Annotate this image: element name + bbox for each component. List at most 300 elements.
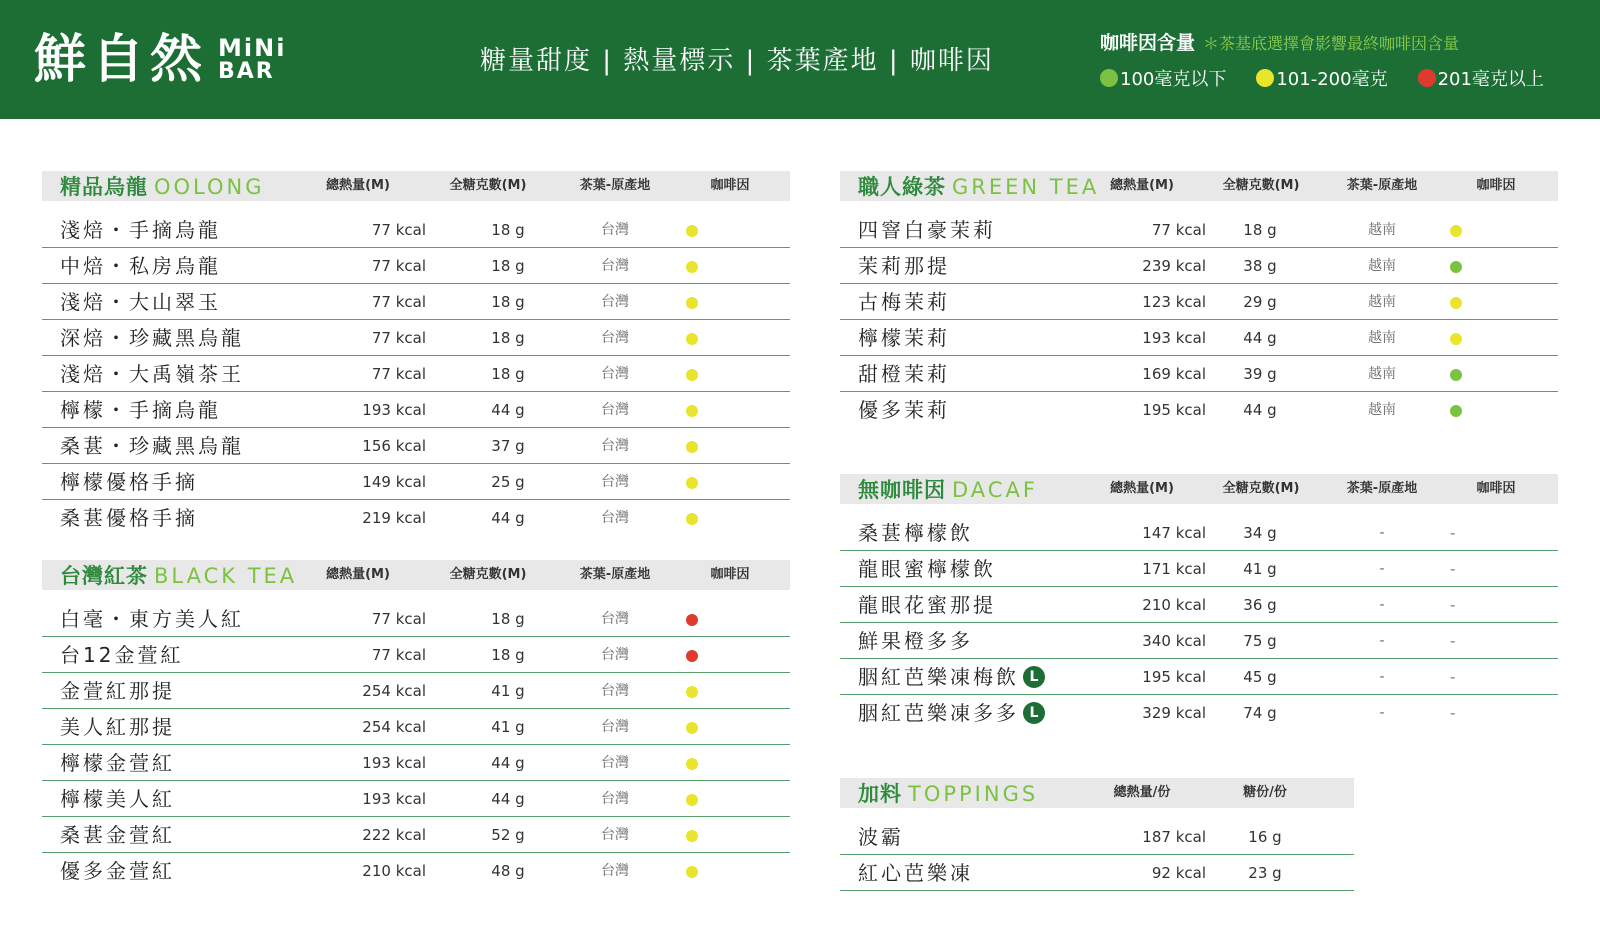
origin-value: -	[1379, 669, 1385, 685]
table-row	[840, 356, 1558, 392]
caffeine-indicator	[1450, 551, 1542, 578]
drink-name	[858, 248, 950, 284]
origin-value: 台灣	[601, 330, 629, 346]
section-oolong	[42, 171, 790, 536]
drink-name-text: 古梅茉莉	[858, 290, 950, 314]
column-header: 總熱量(M)	[1110, 178, 1174, 193]
sugar-value: 16 g	[1248, 828, 1282, 846]
calories-value: 219 kcal	[362, 509, 426, 527]
column-header: 咖啡因	[710, 567, 750, 582]
drink-name	[60, 464, 198, 500]
logo-mini: MiNi	[218, 34, 287, 62]
table-row	[42, 853, 790, 889]
calories-value: 77 kcal	[371, 257, 426, 275]
calories-value: 77 kcal	[371, 221, 426, 239]
section-header	[42, 171, 790, 201]
caffeine-dot-icon	[1450, 261, 1462, 273]
caffeine-indicator	[1450, 392, 1542, 404]
column-header: 全糖克數(M)	[449, 567, 527, 582]
caffeine-dot-icon	[686, 297, 698, 309]
table-row	[42, 392, 790, 428]
caffeine-dot-icon	[686, 758, 698, 770]
drink-name	[858, 587, 996, 623]
table-row	[42, 709, 790, 745]
drink-name	[60, 781, 175, 817]
section-title-cn: 精品烏龍	[60, 175, 148, 199]
table-row	[840, 320, 1558, 356]
calories-value: 193 kcal	[362, 754, 426, 772]
drink-name-text: 桑葚優格手摘	[60, 506, 198, 530]
origin-value: 台灣	[601, 438, 629, 454]
legend-title: 咖啡因含量	[1100, 32, 1196, 54]
sugar-value: 75 g	[1243, 632, 1277, 650]
caffeine-dash: -	[1450, 596, 1456, 614]
sugar-value: 25 g	[491, 473, 525, 491]
drink-name-text: 優多茉莉	[858, 398, 950, 422]
drink-name-text: 檸檬・手摘烏龍	[60, 398, 221, 422]
drink-name-text: 優多金萱紅	[60, 859, 175, 883]
column-header: 茶葉-原產地	[1346, 481, 1418, 496]
caffeine-indicator	[686, 428, 774, 440]
column-header: 全糖克數(M)	[1222, 178, 1300, 193]
large-size-badge: L	[1023, 702, 1045, 724]
table-row	[840, 551, 1558, 587]
sugar-value: 41 g	[491, 682, 525, 700]
table-row	[42, 464, 790, 500]
drink-name	[858, 284, 950, 320]
origin-value: -	[1379, 561, 1385, 577]
caffeine-indicator	[1450, 248, 1542, 260]
drink-name-text: 桑葚・珍藏黑烏龍	[60, 434, 244, 458]
sugar-value: 29 g	[1243, 293, 1277, 311]
logo-chinese: 鮮自然	[34, 30, 209, 90]
caffeine-dot-icon	[1450, 405, 1462, 417]
drink-name	[858, 623, 973, 659]
table-row	[840, 623, 1558, 659]
section-title-cn: 無咖啡因	[858, 478, 946, 502]
column-header: 糖份/份	[1243, 785, 1287, 800]
origin-value: -	[1379, 597, 1385, 613]
origin-value: 台灣	[601, 683, 629, 699]
caffeine-dot-icon	[1450, 333, 1462, 345]
calories-value: 329 kcal	[1142, 704, 1206, 722]
origin-value: 台灣	[601, 402, 629, 418]
table-row	[42, 781, 790, 817]
brand-logo	[34, 30, 286, 90]
caffeine-indicator	[1450, 284, 1542, 296]
sugar-value: 18 g	[491, 257, 525, 275]
drink-name-text: 甜橙茉莉	[858, 362, 950, 386]
table-row	[42, 673, 790, 709]
sugar-value: 18 g	[491, 646, 525, 664]
origin-value: -	[1379, 705, 1385, 721]
legend-note: ＊茶基底選擇會影響最終咖啡因含量	[1203, 34, 1460, 53]
column-header: 總熱量(M)	[326, 567, 390, 582]
drink-name	[858, 855, 973, 891]
logo-english	[218, 36, 286, 84]
caffeine-indicator	[1450, 587, 1542, 614]
table-row	[840, 659, 1558, 695]
caffeine-indicator	[686, 709, 774, 721]
caffeine-dot-icon	[686, 614, 698, 626]
origin-value: 台灣	[601, 294, 629, 310]
drink-name	[60, 500, 198, 536]
caffeine-dot-icon	[686, 686, 698, 698]
section-title-en: BLACK TEA	[154, 564, 298, 588]
sugar-value: 18 g	[491, 610, 525, 628]
section-title-en: OOLONG	[154, 175, 265, 199]
column-header: 咖啡因	[1476, 481, 1516, 496]
column-header: 咖啡因	[710, 178, 750, 193]
origin-value: 台灣	[601, 719, 629, 735]
drink-name-text: 四窨白豪茉莉	[858, 218, 996, 242]
sugar-value: 38 g	[1243, 257, 1277, 275]
calories-value: 187 kcal	[1142, 828, 1206, 846]
table-row	[42, 320, 790, 356]
caffeine-indicator	[686, 817, 774, 829]
calories-value: 340 kcal	[1142, 632, 1206, 650]
calories-value: 149 kcal	[362, 473, 426, 491]
caffeine-indicator	[686, 212, 774, 224]
origin-value: 台灣	[601, 827, 629, 843]
legend-item-label: 101-200毫克	[1276, 69, 1388, 90]
calories-value: 254 kcal	[362, 718, 426, 736]
sugar-value: 18 g	[491, 293, 525, 311]
calories-value: 92 kcal	[1151, 864, 1206, 882]
drink-name	[60, 601, 244, 637]
origin-value: 台灣	[601, 647, 629, 663]
table-body	[840, 819, 1354, 891]
section-title-en: DACAF	[952, 478, 1038, 502]
column-header: 總熱量(M)	[1110, 481, 1174, 496]
calories-value: 77 kcal	[371, 293, 426, 311]
drink-name-text: 白毫・東方美人紅	[60, 607, 244, 631]
table-row	[42, 637, 790, 673]
drink-name-text: 淺焙・大山翠玉	[60, 290, 221, 314]
sugar-value: 44 g	[1243, 401, 1277, 419]
drink-name-text: 台12金萱紅	[60, 643, 184, 667]
drink-name-text: 中焙・私房烏龍	[60, 254, 221, 278]
caffeine-dot-icon	[686, 650, 698, 662]
sugar-value: 74 g	[1243, 704, 1277, 722]
legend-item-label: 201毫克以上	[1437, 69, 1544, 90]
table-row	[42, 500, 790, 536]
drink-name	[858, 515, 973, 551]
calories-value: 254 kcal	[362, 682, 426, 700]
drink-name	[60, 853, 175, 889]
origin-value: 越南	[1368, 258, 1396, 274]
origin-value: 台灣	[601, 755, 629, 771]
caffeine-indicator	[686, 853, 774, 865]
caffeine-dot-icon	[686, 405, 698, 417]
drink-name-text: 茉莉那提	[858, 254, 950, 278]
origin-value: 台灣	[601, 258, 629, 274]
sugar-value: 18 g	[1243, 221, 1277, 239]
column-header: 茶葉-原產地	[579, 178, 651, 193]
calories-value: 77 kcal	[371, 646, 426, 664]
table-row	[840, 695, 1558, 731]
table-row	[42, 428, 790, 464]
calories-value: 193 kcal	[362, 790, 426, 808]
legend-items	[1100, 65, 1544, 91]
calories-value: 195 kcal	[1142, 668, 1206, 686]
column-header: 全糖克數(M)	[449, 178, 527, 193]
drink-name	[60, 673, 175, 709]
origin-value: 越南	[1368, 330, 1396, 346]
calories-value: 222 kcal	[362, 826, 426, 844]
drink-name	[858, 392, 950, 428]
drink-name	[858, 356, 950, 392]
calories-value: 77 kcal	[371, 610, 426, 628]
section-title-en: TOPPINGS	[908, 782, 1039, 806]
section-header	[840, 171, 1558, 201]
drink-name-text: 龍眼蜜檸檬飲	[858, 557, 996, 581]
origin-value: 台灣	[601, 611, 629, 627]
calories-value: 195 kcal	[1142, 401, 1206, 419]
calories-value: 210 kcal	[1142, 596, 1206, 614]
caffeine-dash: -	[1450, 560, 1456, 578]
caffeine-legend	[1100, 28, 1544, 91]
caffeine-indicator	[686, 248, 774, 260]
caffeine-indicator	[686, 320, 774, 332]
sugar-value: 44 g	[491, 790, 525, 808]
calories-value: 193 kcal	[1142, 329, 1206, 347]
caffeine-dot-icon	[686, 830, 698, 842]
section-green-tea	[840, 171, 1558, 428]
section-title-cn: 台灣紅茶	[60, 564, 148, 588]
section-header	[42, 560, 790, 590]
caffeine-dot-icon	[686, 513, 698, 525]
sugar-value: 48 g	[491, 862, 525, 880]
sugar-value: 37 g	[491, 437, 525, 455]
section-title-cn: 加料	[858, 782, 902, 806]
drink-name-text: 紅心芭樂凍	[858, 861, 973, 885]
origin-value: 台灣	[601, 791, 629, 807]
caffeine-dash: -	[1450, 704, 1456, 722]
drink-name	[60, 745, 175, 781]
caffeine-indicator	[686, 601, 774, 613]
drink-name	[858, 819, 904, 855]
section-title	[858, 171, 1099, 203]
origin-value: 台灣	[601, 510, 629, 526]
table-row	[840, 587, 1558, 623]
caffeine-indicator	[686, 673, 774, 685]
column-header: 總熱量/份	[1113, 785, 1171, 800]
table-row	[840, 284, 1558, 320]
caffeine-indicator	[1450, 695, 1542, 722]
origin-value: 台灣	[601, 863, 629, 879]
caffeine-dot-icon	[1450, 369, 1462, 381]
caffeine-dot-icon	[686, 866, 698, 878]
drink-name-text: 檸檬美人紅	[60, 787, 175, 811]
logo-bar: BAR	[218, 59, 275, 84]
drink-name	[60, 248, 221, 284]
origin-value: -	[1379, 525, 1385, 541]
drink-name-text: 胭紅芭樂凍多多	[858, 701, 1019, 725]
sugar-value: 44 g	[491, 509, 525, 527]
section-header	[840, 474, 1558, 504]
sugar-value: 41 g	[491, 718, 525, 736]
caffeine-indicator	[1450, 356, 1542, 368]
table-row	[42, 817, 790, 853]
drink-name-text: 淺焙・大禹嶺茶王	[60, 362, 244, 386]
sugar-value: 41 g	[1243, 560, 1277, 578]
column-header: 咖啡因	[1476, 178, 1516, 193]
caffeine-indicator	[1450, 212, 1542, 224]
drink-name-text: 深焙・珍藏黑烏龍	[60, 326, 244, 350]
drink-name-text: 波霸	[858, 825, 904, 849]
caffeine-dot-icon	[686, 794, 698, 806]
table-row	[840, 855, 1354, 891]
caffeine-dot-icon	[1450, 225, 1462, 237]
drink-name	[60, 637, 183, 673]
caffeine-indicator	[686, 500, 774, 512]
caffeine-dot-icon	[686, 225, 698, 237]
drink-name	[60, 320, 244, 356]
drink-name	[60, 356, 244, 392]
caffeine-dash: -	[1450, 632, 1456, 650]
sugar-value: 44 g	[1243, 329, 1277, 347]
sugar-value: 39 g	[1243, 365, 1277, 383]
calories-value: 123 kcal	[1142, 293, 1206, 311]
origin-value: 台灣	[601, 474, 629, 490]
caffeine-indicator	[1450, 623, 1542, 650]
table-row	[42, 356, 790, 392]
calories-value: 239 kcal	[1142, 257, 1206, 275]
caffeine-indicator	[686, 392, 774, 404]
caffeine-dot-icon	[1418, 69, 1436, 87]
section-dacaf	[840, 474, 1558, 731]
section-title	[858, 778, 1038, 810]
sugar-value: 23 g	[1248, 864, 1282, 882]
origin-value: 越南	[1368, 366, 1396, 382]
caffeine-dot-icon	[686, 722, 698, 734]
column-header: 總熱量(M)	[326, 178, 390, 193]
caffeine-dot-icon	[686, 477, 698, 489]
caffeine-indicator	[686, 637, 774, 649]
drink-name	[858, 695, 1045, 731]
drink-name-text: 金萱紅那提	[60, 679, 175, 703]
sugar-value: 18 g	[491, 365, 525, 383]
drink-name	[60, 709, 175, 745]
drink-name	[60, 392, 221, 428]
calories-value: 77 kcal	[371, 329, 426, 347]
caffeine-indicator	[686, 356, 774, 368]
calories-value: 193 kcal	[362, 401, 426, 419]
caffeine-dot-icon	[686, 261, 698, 273]
drink-name	[858, 659, 1045, 695]
calories-value: 77 kcal	[1151, 221, 1206, 239]
sugar-value: 44 g	[491, 754, 525, 772]
section-header	[840, 778, 1354, 808]
legend-item	[1256, 65, 1387, 91]
calories-value: 147 kcal	[1142, 524, 1206, 542]
origin-value: 台灣	[601, 222, 629, 238]
origin-value: 越南	[1368, 222, 1396, 238]
table-row	[840, 248, 1558, 284]
origin-value: -	[1379, 633, 1385, 649]
caffeine-dash: -	[1450, 668, 1456, 686]
caffeine-dot-icon	[686, 369, 698, 381]
caffeine-indicator	[686, 284, 774, 296]
origin-value: 越南	[1368, 294, 1396, 310]
drink-name-text: 檸檬優格手摘	[60, 470, 198, 494]
section-title-en: GREEN TEA	[952, 175, 1100, 199]
section-title	[60, 560, 297, 592]
sugar-value: 34 g	[1243, 524, 1277, 542]
drink-name-text: 桑葚檸檬飲	[858, 521, 973, 545]
caffeine-dash: -	[1450, 524, 1456, 542]
drink-name-text: 鮮果橙多多	[858, 629, 973, 653]
sugar-value: 52 g	[491, 826, 525, 844]
drink-name-text: 檸檬金萱紅	[60, 751, 175, 775]
legend-item	[1418, 65, 1544, 91]
large-size-badge: L	[1023, 666, 1045, 688]
table-row	[42, 284, 790, 320]
drink-name	[60, 212, 221, 248]
drink-name	[60, 428, 244, 464]
sugar-value: 18 g	[491, 329, 525, 347]
origin-value: 台灣	[601, 366, 629, 382]
table-row	[840, 392, 1558, 428]
caffeine-dot-icon	[686, 333, 698, 345]
drink-name-text: 淺焙・手摘烏龍	[60, 218, 221, 242]
origin-value: 越南	[1368, 402, 1396, 418]
calories-value: 171 kcal	[1142, 560, 1206, 578]
caffeine-dot-icon	[686, 441, 698, 453]
drink-name	[858, 212, 996, 248]
drink-name-text: 龍眼花蜜那提	[858, 593, 996, 617]
drink-name	[60, 284, 221, 320]
caffeine-indicator	[1450, 515, 1542, 542]
table-row	[840, 212, 1558, 248]
caffeine-dot-icon	[1256, 69, 1274, 87]
drink-name	[858, 551, 996, 587]
sugar-value: 18 g	[491, 221, 525, 239]
drink-name-text: 美人紅那提	[60, 715, 175, 739]
caffeine-indicator	[686, 745, 774, 757]
caffeine-dot-icon	[1450, 297, 1462, 309]
caffeine-dot-icon	[1100, 69, 1118, 87]
calories-value: 210 kcal	[362, 862, 426, 880]
table-body	[42, 212, 790, 536]
table-row	[42, 212, 790, 248]
section-toppings	[840, 778, 1354, 891]
column-header: 全糖克數(M)	[1222, 481, 1300, 496]
table-row	[840, 515, 1558, 551]
table-row	[42, 745, 790, 781]
caffeine-indicator	[686, 464, 774, 476]
table-row	[42, 601, 790, 637]
drink-name-text: 胭紅芭樂凍梅飲	[858, 665, 1019, 689]
column-header: 茶葉-原產地	[579, 567, 651, 582]
table-row	[840, 819, 1354, 855]
section-title	[60, 171, 265, 203]
caffeine-indicator	[1450, 659, 1542, 686]
drink-name-text: 檸檬茉莉	[858, 326, 950, 350]
table-row	[42, 248, 790, 284]
drink-name-text: 桑葚金萱紅	[60, 823, 175, 847]
drink-name	[60, 817, 175, 853]
calories-value: 156 kcal	[362, 437, 426, 455]
page-title: 糖量甜度 | 熱量標示 | 茶葉產地 | 咖啡因	[480, 46, 994, 76]
caffeine-indicator	[1450, 320, 1542, 332]
section-black-tea	[42, 560, 790, 889]
table-body	[840, 515, 1558, 731]
section-title-cn: 職人綠茶	[858, 175, 946, 199]
column-header: 茶葉-原產地	[1346, 178, 1418, 193]
caffeine-indicator	[686, 781, 774, 793]
